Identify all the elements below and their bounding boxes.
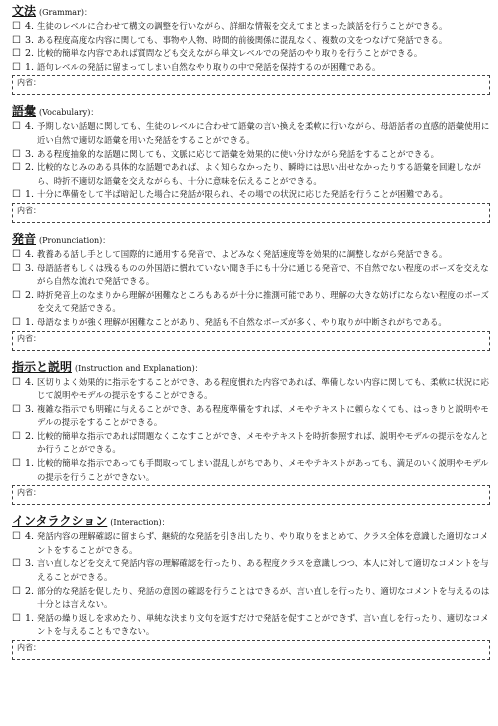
section-english-label: (Pronunciation)： <box>39 235 111 245</box>
item-number: 4. <box>25 376 35 388</box>
reflection-label: 内省： <box>17 205 41 215</box>
item-number: 4. <box>25 21 35 32</box>
checkbox[interactable]: ☐ <box>12 531 21 543</box>
section-english-label: (Instruction and Explanation)： <box>75 363 203 373</box>
reflection-notes-field[interactable] <box>12 640 490 660</box>
reflection-label: 内省： <box>17 643 41 652</box>
item-number: 3. <box>25 558 35 570</box>
checkbox[interactable]: ☐ <box>12 262 21 274</box>
rubric-item <box>12 248 490 262</box>
section-title: 指示と説明 <box>12 359 73 374</box>
checkbox[interactable]: ☐ <box>12 189 21 201</box>
item-text: ある程度高度な内容に関しても、事物や人物、時間的前後関係に混乱なく、複数の文をつなげて発話できる。 <box>37 34 448 45</box>
rubric-item <box>12 585 490 612</box>
section-title: インタラクション <box>12 514 108 529</box>
item-text: 生徒のレベルに合わせて構文の調整を行いながら、詳細な情報を交えてまとまった談話を行うことができる。 <box>37 21 448 31</box>
item-text: 母語話者もしくは残るものの外国語に慣れていない聞き手にも十分に通じる発音で、不自然でない程度のポーズを交えながら自然な流れで発話できる。 <box>37 262 489 287</box>
item-text: 部分的な発話を促したり、発話の意図の確認を行うことはできるが、言い直しを行ったり、適切なコメントを与えるのは十分とは言えない。 <box>37 585 490 610</box>
rubric-item <box>12 34 490 48</box>
item-text: 比較的簡単な内容であれば質問なども交えながら単文レベルでの発話のやり取りを行うことができる。 <box>37 48 423 59</box>
item-text: 比較的簡単な指示であっても手間取ってしまい混乱しがちであり、メモやテキストがあっても、満足のいく説明やモデルの提示を行うことができない。 <box>37 458 489 482</box>
reflection-label: 内省： <box>17 333 41 343</box>
rubric-section <box>12 4 490 95</box>
reflection-notes-field[interactable] <box>12 485 490 505</box>
rubric-item <box>12 262 490 289</box>
rubric-section <box>12 514 490 660</box>
checkbox[interactable]: ☐ <box>12 289 21 301</box>
rubric-item <box>12 376 490 403</box>
checkbox[interactable]: ☐ <box>12 48 21 60</box>
reflection-notes-field[interactable] <box>12 331 490 351</box>
item-number: 3. <box>25 148 35 160</box>
section-gap <box>12 351 490 359</box>
rubric-item <box>12 20 490 34</box>
rubric-item <box>12 120 490 147</box>
item-number: 2. <box>25 162 35 174</box>
checkbox[interactable]: ☐ <box>12 403 21 415</box>
item-text: 発話の繰り返しを求めたり、単純な決まり文句を返すだけで発話を促すことができず、言い直しを行ったり、適切なコメントを与えることもできない。 <box>37 612 489 637</box>
rubric-item <box>12 530 490 557</box>
reflection-notes-field[interactable] <box>12 203 490 223</box>
rubric-section <box>12 232 490 351</box>
item-number: 1. <box>25 189 35 201</box>
item-text: 複雑な指示でも明確に与えることができ、ある程度準備をすれば、メモやテキストに頼らなくても、はっきりと説明やモデルの提示をすることができる。 <box>37 403 489 428</box>
item-number: 2. <box>25 48 35 60</box>
rubric-item <box>12 47 490 61</box>
item-text: 言い直しなどを交えて発話内容の理解確認を行ったり、ある程度クラスを意識しつつ、本人に対して適切なコメントを与えることができる。 <box>37 558 489 583</box>
item-number: 2. <box>25 289 35 301</box>
checkbox[interactable]: ☐ <box>12 121 21 133</box>
checkbox[interactable]: ☐ <box>12 248 21 260</box>
item-number: 3. <box>25 262 35 274</box>
rubric-item <box>12 161 490 188</box>
section-heading <box>12 4 490 20</box>
rubric-section <box>12 360 490 506</box>
section-heading <box>12 360 490 376</box>
section-english-label: (Interaction)： <box>110 518 170 528</box>
section-title: 文法 <box>12 4 37 18</box>
item-number: 2. <box>25 430 35 442</box>
checkbox[interactable]: ☐ <box>12 376 21 388</box>
section-heading <box>12 514 490 530</box>
rubric-item <box>12 457 490 484</box>
item-number: 1. <box>25 612 35 624</box>
checkbox[interactable]: ☐ <box>12 21 21 32</box>
checkbox[interactable]: ☐ <box>12 430 21 442</box>
item-text: 時折発音上のなまりから理解が困難なところもあるが十分に推測可能であり、理解の大きな妨げにならない程度のポーズを交えて発話できる。 <box>37 289 489 314</box>
reflection-label: 内省： <box>17 488 41 498</box>
section-english-label: (Vocabulary)： <box>39 108 99 118</box>
checkbox[interactable]: ☐ <box>12 34 21 46</box>
checkbox[interactable]: ☐ <box>12 162 21 174</box>
item-text: ある程度抽象的な話題に関しても、文脈に応じて語彙を効果的に使い分けながら発話をすることができる。 <box>37 148 439 159</box>
item-text: 語句レベルの発話に留まってしまい自然なやり取りの中で発話を保持するのが困難である。 <box>37 61 381 72</box>
rubric-item <box>12 148 490 162</box>
rubric-item <box>12 316 490 330</box>
item-text: 区切りよく効果的に指示をすることができ、ある程度慣れた内容であれば、準備しない内容に関しても、柔軟に状況に応じて説明やモデルの提示をすることができる。 <box>37 376 489 401</box>
item-number: 4. <box>25 121 35 133</box>
section-gap <box>12 95 490 103</box>
item-text: 比較的なじみのある具体的な話題であれば、よく知らなかったり、瞬時には思い出せなかったりする語彙を回避しながら、時折不適切な語彙を交えながらも、十分に意味を伝えることができる。 <box>37 162 481 186</box>
section-heading <box>12 232 490 248</box>
checkbox[interactable]: ☐ <box>12 148 21 160</box>
item-number: 3. <box>25 34 35 46</box>
rubric-section <box>12 104 490 223</box>
item-number: 4. <box>25 531 35 543</box>
item-number: 1. <box>25 458 35 470</box>
rubric-item <box>12 403 490 430</box>
rubric-item <box>12 61 490 75</box>
item-number: 2. <box>25 585 35 597</box>
rubric-item <box>12 188 490 202</box>
checkbox[interactable]: ☐ <box>12 585 21 597</box>
reflection-notes-field[interactable] <box>12 75 490 95</box>
item-number: 4. <box>25 248 35 260</box>
section-heading <box>12 104 490 120</box>
section-gap <box>12 505 490 513</box>
section-english-label: (Grammar)： <box>39 8 93 17</box>
checkbox[interactable]: ☐ <box>12 316 21 328</box>
reflection-label: 内省： <box>17 78 41 88</box>
item-text: 発話内容の理解確認に留まらず、継続的な発話を引き出したり、やり取りをまとめて、クラス全体を意識した適切なコメントをすることができる。 <box>37 531 489 555</box>
item-number: 1. <box>25 316 35 328</box>
checkbox[interactable]: ☐ <box>12 612 21 624</box>
item-number: 3. <box>25 403 35 415</box>
checkbox[interactable]: ☐ <box>12 458 21 470</box>
checkbox[interactable]: ☐ <box>12 558 21 570</box>
rubric-item <box>12 430 490 457</box>
item-text: 母語なまりが強く理解が困難なことがあり、発話も不自然なポーズが多く、やり取りが中断されがちである。 <box>37 316 447 327</box>
item-text: 教養ある話し手として国際的に通用する発音で、よどみなく発話速度等を効果的に調整しながら発話できる。 <box>37 248 448 259</box>
section-title: 語彙 <box>12 104 37 119</box>
item-text: 比較的簡単な指示であれば問題なくこなすことができ、メモやテキストを時折参照すれば、説明やモデルの提示をなんとか行うことができる。 <box>37 430 489 455</box>
section-gap <box>12 223 490 231</box>
rubric-item <box>12 612 490 639</box>
checkbox[interactable]: ☐ <box>12 61 21 73</box>
rubric-page <box>12 3 490 660</box>
item-text: 十分に準備をして半ば暗記した場合に発話が限られ、その場での状況に応じた発話を行うことが困難である。 <box>37 189 448 200</box>
section-title: 発音 <box>12 231 37 246</box>
item-number: 1. <box>25 61 35 73</box>
rubric-item <box>12 557 490 584</box>
item-text: 予期しない話題に関しても、生徒のレベルに合わせて語彙の言い換えを柔軟に行いながら、母語話者の直感的語彙使用に近い自然で適切な語彙を用いた発話をすることができる。 <box>37 121 490 145</box>
rubric-item <box>12 289 490 316</box>
